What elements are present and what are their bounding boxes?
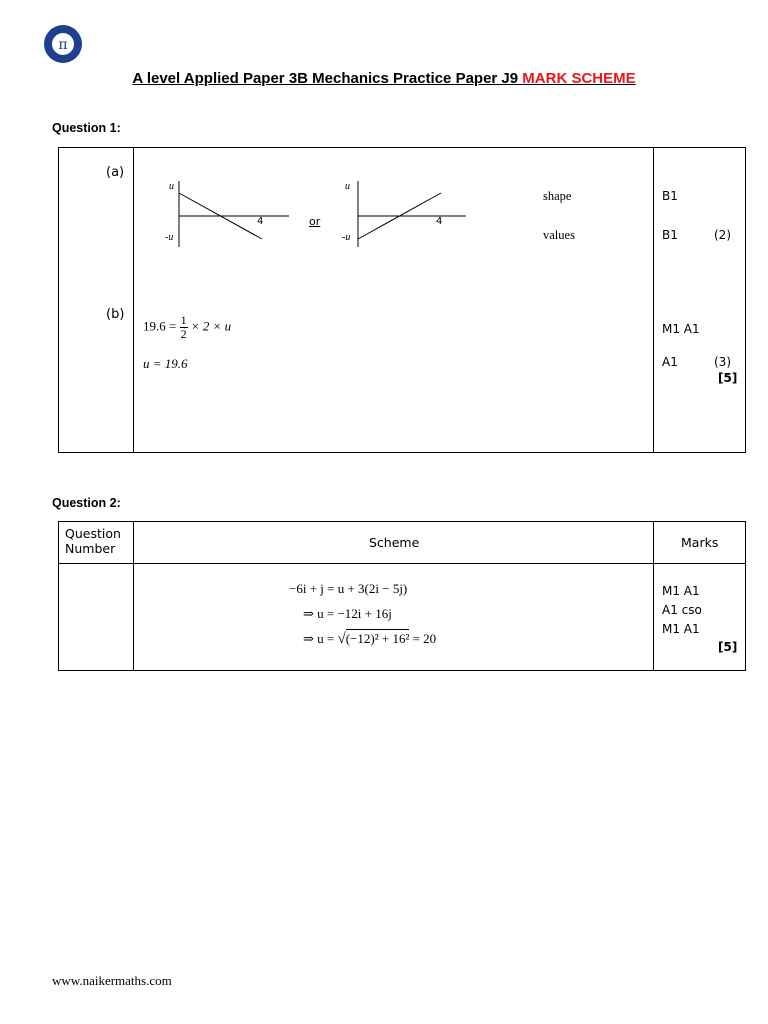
q1-column-divider-1	[133, 148, 134, 452]
title-highlight: MARK SCHEME	[522, 70, 636, 87]
or-label: or	[309, 215, 321, 228]
title-main: A level Applied Paper 3B Mechanics Practice Paper J9	[132, 70, 519, 87]
sqrt-radicand: (−12)² + 16²	[345, 631, 410, 646]
scheme-line-3	[303, 631, 436, 648]
values-label: values	[543, 228, 575, 242]
question-2-label: Question 2:	[52, 496, 121, 510]
q2-mark-1: M1 A1	[662, 584, 700, 598]
header-scheme: Scheme	[369, 535, 420, 550]
mark-shape: B1	[662, 189, 678, 203]
eq1-rhs: × 2 × u	[190, 318, 232, 334]
graph-left-velocity-time	[174, 181, 294, 249]
scheme-line-2: ⇒ u = −12i + 16j	[303, 606, 392, 621]
q1-column-divider-2	[653, 148, 654, 452]
part-b-label: (b)	[106, 307, 125, 322]
question-2-table	[58, 521, 746, 671]
graph-right-minus-u-label: -u	[342, 232, 351, 243]
sqrt-symbol: √	[337, 631, 346, 647]
graph-right-velocity-time	[353, 181, 473, 249]
header-marks: Marks	[681, 535, 719, 550]
q2-mark-3: M1 A1	[662, 622, 700, 636]
q2-total: [5]	[718, 640, 738, 654]
graph-left-minus-u-label: -u	[165, 232, 174, 243]
footer-url: www.naikermaths.com	[52, 973, 172, 988]
graph-right-u-label: u	[345, 181, 350, 192]
shape-label: shape	[543, 189, 572, 203]
eq1-lhs: 19.6 =	[143, 318, 177, 334]
scheme-line-1: −6i + j = u + 3(2i − 5j)	[289, 581, 408, 596]
mark-values: B1	[662, 228, 678, 242]
graph-left-u-label: u	[169, 181, 174, 192]
eq1-denominator: 2	[180, 327, 187, 341]
question-1-table	[58, 147, 746, 453]
q2-column-divider-2	[653, 522, 654, 670]
question-1-label: Question 1:	[52, 121, 121, 135]
q1-total: [5]	[718, 371, 738, 385]
q2-mark-2: A1 cso	[662, 603, 702, 617]
part-b-equation-1	[143, 314, 231, 341]
svg-text:π: π	[58, 37, 68, 53]
part-a-subtotal: (2)	[714, 228, 731, 242]
eq1-fraction	[180, 314, 188, 341]
part-b-subtotal: (3)	[714, 355, 731, 369]
graph-right-x-mark: 4	[436, 216, 443, 227]
line3-prefix: ⇒ u =	[303, 631, 335, 646]
mark-b-2: A1	[662, 355, 678, 369]
mark-b-1: M1 A1	[662, 322, 700, 336]
part-a-label: (a)	[106, 165, 125, 180]
part-b-equation-2: u = 19.6	[143, 356, 188, 371]
graph-left-x-mark: 4	[257, 216, 264, 227]
q2-header-divider	[59, 563, 745, 564]
q2-column-divider-1	[133, 522, 134, 670]
eq1-numerator: 1	[180, 313, 187, 327]
line3-result: = 20	[412, 631, 437, 646]
naikermaths-logo	[43, 24, 83, 64]
header-question-number: Question Number	[65, 526, 121, 556]
page-title	[0, 70, 768, 87]
